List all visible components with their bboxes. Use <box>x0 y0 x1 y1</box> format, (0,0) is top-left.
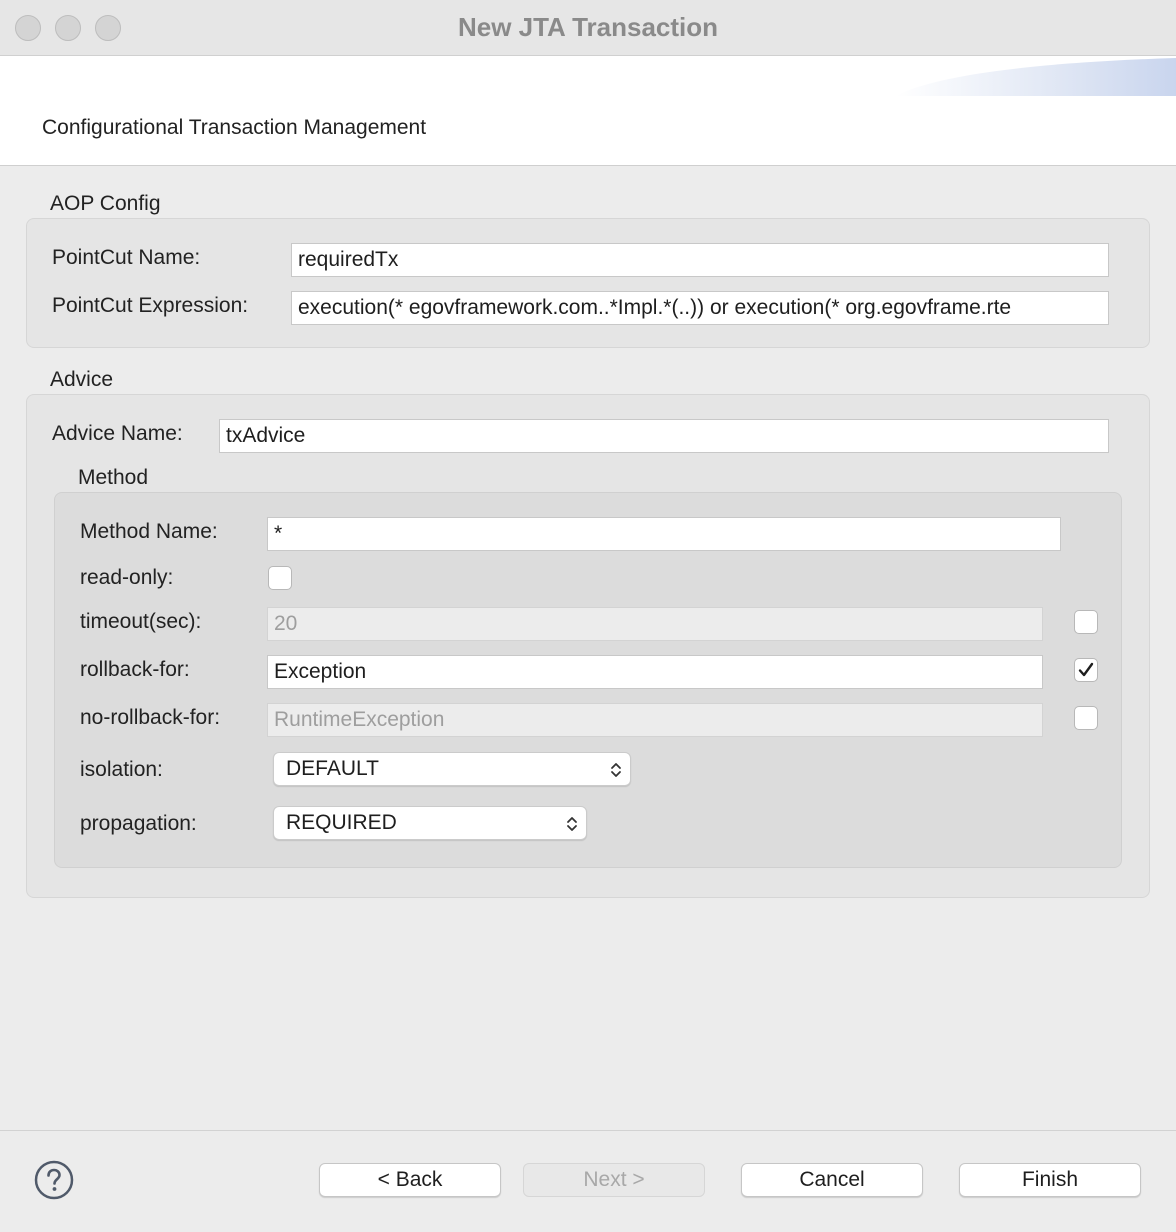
checkmark-icon <box>1077 661 1095 679</box>
header-banner-graphic <box>876 56 1176 98</box>
pointcut-expression-input[interactable]: execution(* egovframework.com..*Impl.*(..)) or execution(* org.egovframe.rte <box>291 291 1109 325</box>
footer-divider <box>0 1130 1176 1131</box>
isolation-select[interactable] <box>273 752 631 786</box>
rollback-for-checkbox[interactable] <box>1074 658 1098 682</box>
propagation-select-value: REQUIRED <box>286 811 397 834</box>
aop-config-group-label: AOP Config <box>50 192 161 215</box>
no-rollback-for-input[interactable]: RuntimeException <box>267 703 1043 737</box>
method-name-label: Method Name: <box>80 520 218 543</box>
method-name-input[interactable]: * <box>267 517 1061 551</box>
advice-name-label: Advice Name: <box>52 422 183 445</box>
advice-group-label: Advice <box>50 368 114 391</box>
help-button[interactable] <box>34 1160 74 1200</box>
advice-name-input[interactable]: txAdvice <box>219 419 1109 453</box>
timeout-label: timeout(sec): <box>80 610 202 633</box>
rollback-for-label: rollback-for: <box>80 658 190 681</box>
window-title: New JTA Transaction <box>457 12 719 42</box>
method-group-label: Method <box>78 466 149 489</box>
read-only-checkbox[interactable] <box>268 566 292 590</box>
back-button[interactable]: < Back <box>319 1163 501 1197</box>
read-only-label: read-only: <box>80 566 174 589</box>
isolation-select-value: DEFAULT <box>286 757 379 780</box>
finish-button[interactable]: Finish <box>959 1163 1141 1197</box>
pointcut-expression-label: PointCut Expression: <box>52 294 249 317</box>
wizard-header <box>0 56 1176 166</box>
no-rollback-for-label: no-rollback-for: <box>80 706 221 729</box>
timeout-input[interactable]: 20 <box>267 607 1043 641</box>
aop-config-group <box>26 218 1150 348</box>
next-button[interactable]: Next > <box>523 1163 705 1197</box>
select-arrows-icon <box>610 760 622 780</box>
select-arrows-icon <box>566 814 578 834</box>
cancel-button[interactable]: Cancel <box>741 1163 923 1197</box>
pointcut-name-label: PointCut Name: <box>52 246 201 269</box>
help-icon <box>34 1160 74 1200</box>
page-title: Configurational Transaction Management <box>42 116 427 139</box>
propagation-label: propagation: <box>80 812 197 835</box>
pointcut-name-input[interactable]: requiredTx <box>291 243 1109 277</box>
propagation-select[interactable] <box>273 806 587 840</box>
timeout-checkbox[interactable] <box>1074 610 1098 634</box>
rollback-for-input[interactable]: Exception <box>267 655 1043 689</box>
no-rollback-for-checkbox[interactable] <box>1074 706 1098 730</box>
isolation-label: isolation: <box>80 758 163 781</box>
title-bar <box>0 0 1176 56</box>
